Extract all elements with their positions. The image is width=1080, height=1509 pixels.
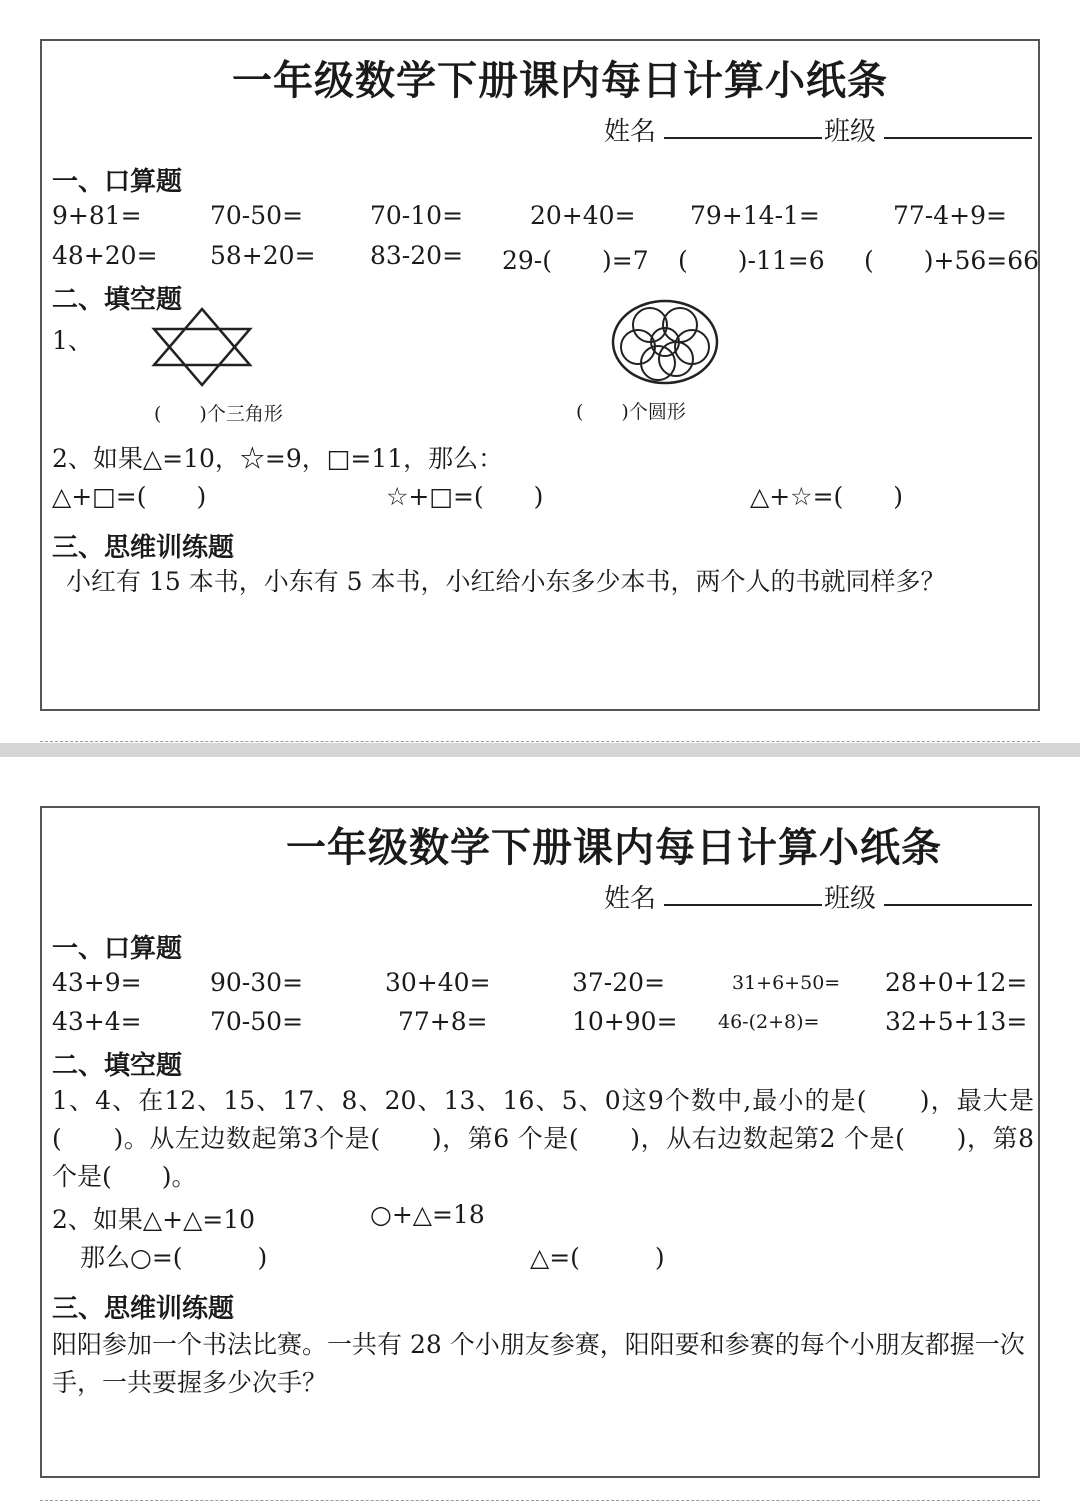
oral-problem: 77-4+9=: [893, 201, 1007, 230]
section-heading-thinking: 三、思维训练题: [52, 1294, 235, 1324]
section-heading-oral: 一、口算题: [52, 167, 183, 197]
symbol-expression: ☆+□=( ): [386, 482, 544, 511]
class-blank: [884, 880, 1032, 906]
cut-line: [40, 741, 1040, 742]
class-label: 班级: [824, 884, 877, 914]
worksheet-card-1: [40, 39, 1040, 711]
oral-problem: 28+0+12=: [885, 968, 1028, 997]
oral-problem: 31+6+50=: [732, 972, 841, 994]
oral-problem: 10+90=: [572, 1007, 678, 1036]
thinking-problem: 阳阳参加一个书法比赛。一共有 28 个小朋友参赛，阳阳要和参赛的每个小朋友都握一次手，一共要握多少次手？: [52, 1330, 1025, 1397]
worksheet-card-2: [40, 806, 1040, 1478]
oral-problem: 46-(2+8)=: [718, 1011, 820, 1033]
oral-problem: 79+14-1=: [690, 201, 820, 230]
class-blank: [884, 113, 1032, 139]
oral-problem: 90-30=: [210, 968, 304, 997]
circle-count-caption: ( )个圆形: [576, 401, 686, 423]
triangle-count-caption: ( )个三角形: [154, 403, 283, 425]
oral-problem: 37-20=: [572, 968, 666, 997]
circles-figure: [610, 297, 720, 387]
section-heading-fill: 二、填空题: [52, 1051, 183, 1081]
oral-problem: 32+5+13=: [885, 1007, 1028, 1036]
oral-problem: 70-10=: [370, 201, 464, 230]
question-2-text: 2、如果△+△=10: [52, 1205, 256, 1234]
star-of-david-figure: [150, 307, 254, 387]
oral-problem: 30+40=: [385, 968, 491, 997]
question-2-condition: ○+△=18: [370, 1200, 485, 1229]
thinking-problem: 小红有 15 本书，小东有 5 本书，小红给小东多少本书，两个人的书就同样多？: [66, 567, 946, 596]
oral-problem: 9+81=: [52, 201, 142, 230]
section-heading-thinking: 三、思维训练题: [52, 533, 235, 563]
circle-answer: 那么○=( ): [80, 1243, 268, 1272]
symbol-expression: △+☆=( ): [750, 482, 904, 511]
oral-problem: ( )+56=66: [864, 246, 1040, 275]
oral-problem: 83-20=: [370, 241, 464, 270]
oral-problem: 77+8=: [398, 1007, 488, 1036]
number-sequence-question: 1、4、在12、15、17、8、20、13、16、5、0这9个数中,最小的是( )，最大是( )。从左边数起第3个是( )，第6 个是( )，从右边数起第2 个是( )，第8个是( )。: [52, 1086, 1034, 1191]
question-number: 1、: [52, 326, 93, 355]
class-label: 班级: [824, 117, 877, 147]
worksheet-title: 一年级数学下册课内每日计算小纸条: [232, 58, 888, 104]
oral-problem: 29-( )=7: [502, 246, 649, 275]
worksheet-title: 一年级数学下册课内每日计算小纸条: [286, 825, 942, 871]
name-label: 姓名: [604, 884, 657, 914]
separator-band: [0, 743, 1080, 757]
section-heading-fill: 二、填空题: [52, 285, 183, 315]
name-blank: [664, 113, 822, 139]
symbol-expression: △+□=( ): [52, 482, 207, 511]
oral-problem: ( )-11=6: [678, 246, 825, 275]
name-blank: [664, 880, 822, 906]
oral-problem: 43+4=: [52, 1007, 142, 1036]
section-heading-oral: 一、口算题: [52, 934, 183, 964]
oral-problem: 70-50=: [210, 1007, 304, 1036]
oral-problem: 20+40=: [530, 201, 636, 230]
question-2-text: 2、如果△=10，☆=9，□=11，那么：: [52, 444, 504, 473]
name-label: 姓名: [604, 117, 657, 147]
oral-problem: 43+9=: [52, 968, 142, 997]
cut-line: [40, 1500, 1040, 1501]
oral-problem: 48+20=: [52, 241, 158, 270]
oral-problem: 70-50=: [210, 201, 304, 230]
oral-problem: 58+20=: [210, 241, 316, 270]
triangle-answer: △=( ): [530, 1243, 665, 1272]
